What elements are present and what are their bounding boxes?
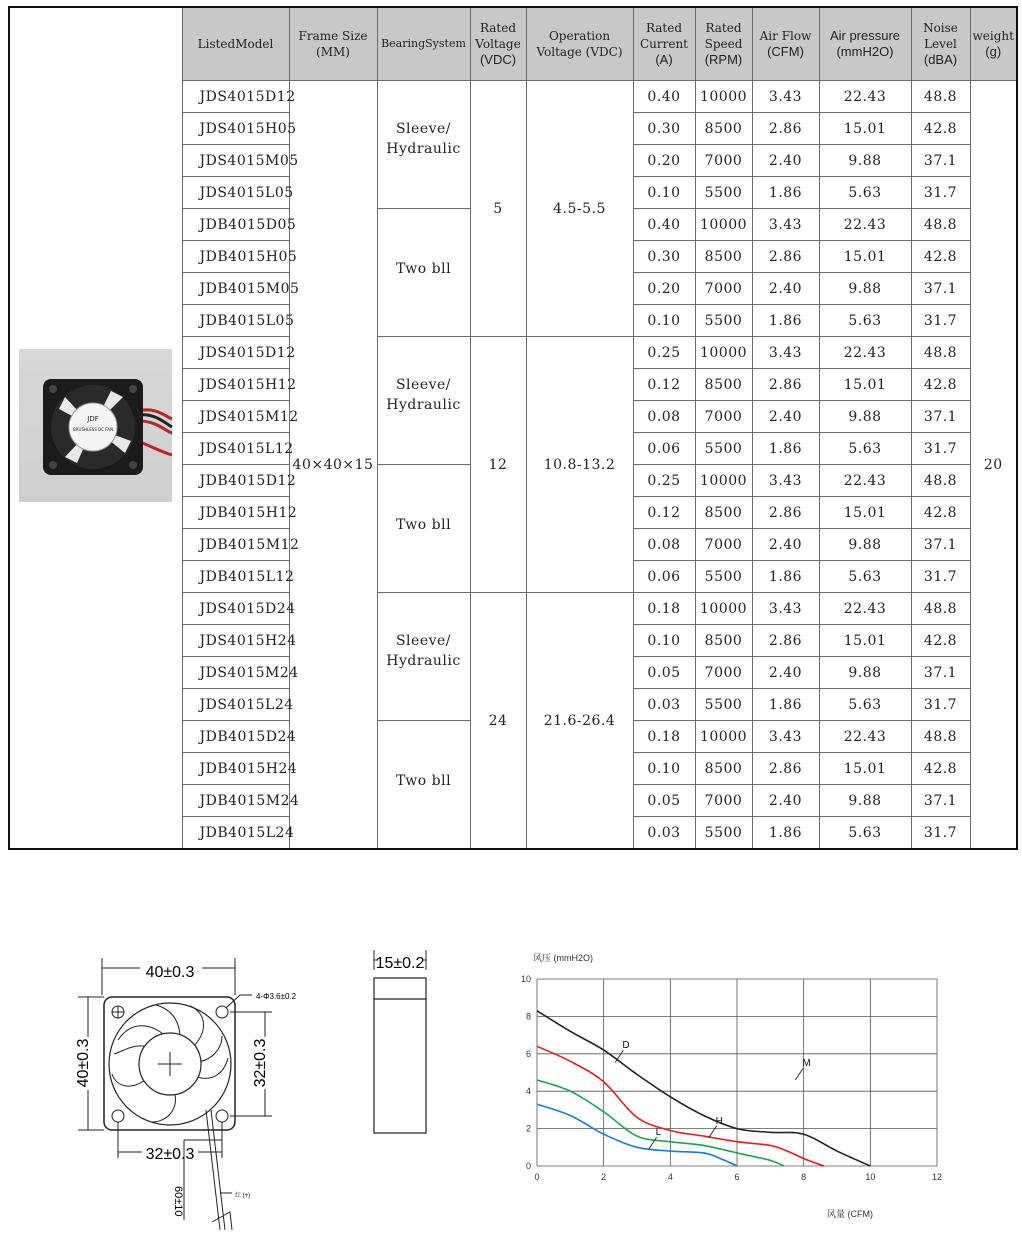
y-tick-label: 6 — [525, 1048, 531, 1059]
noise-cell: 42.8 — [911, 369, 970, 401]
flow-cell: 2.40 — [752, 401, 819, 433]
flow-cell: 1.86 — [752, 177, 819, 209]
speed-cell: 7000 — [695, 785, 752, 817]
model-cell: JDB4015D12 — [182, 465, 289, 497]
flow-cell: 2.40 — [752, 785, 819, 817]
current-cell: 0.05 — [633, 785, 695, 817]
series-line-D — [537, 1011, 870, 1166]
pressure-cell: 5.63 — [819, 689, 911, 721]
operation-voltage-cell: 10.8-13.2 — [526, 337, 633, 593]
header-noise: Noise Level (dBA) — [911, 7, 970, 81]
header-weight: weight (g) — [970, 7, 1017, 81]
flow-cell: 2.86 — [752, 625, 819, 657]
hole-spacing-vertical: 32±0.3 — [252, 1038, 269, 1088]
header-frame-size: Frame Size (MM) — [289, 7, 377, 81]
x-tick-label: 12 — [931, 1172, 943, 1182]
current-cell: 0.25 — [633, 465, 695, 497]
series-line-L — [537, 1104, 737, 1166]
pressure-cell: 9.88 — [819, 273, 911, 305]
operation-voltage-cell: 4.5-5.5 — [526, 81, 633, 337]
pressure-cell: 15.01 — [819, 625, 911, 657]
bearing-sleeve-cell — [377, 593, 470, 721]
current-cell: 0.40 — [633, 209, 695, 241]
flow-cell: 2.40 — [752, 657, 819, 689]
pq-curve-chart — [505, 945, 955, 1229]
bearing-line: Hydraulic — [386, 140, 461, 157]
model-cell: JDB4015H05 — [182, 241, 289, 273]
chart-ticks — [521, 974, 942, 1182]
current-cell: 0.25 — [633, 337, 695, 369]
y-tick-label: 0 — [525, 1161, 531, 1171]
height-dimension: 40±0.3 — [75, 1038, 92, 1088]
flow-cell: 2.40 — [752, 273, 819, 305]
header-rated-current: Rated Current (A) — [633, 7, 695, 81]
header-operation-voltage: Operation Voltage (VDC) — [526, 7, 633, 81]
model-cell: JDB4015M12 — [182, 529, 289, 561]
wire-length: 60±10 — [172, 1186, 184, 1217]
x-tick-label: 4 — [667, 1172, 673, 1182]
current-cell: 0.10 — [633, 177, 695, 209]
flow-cell: 2.86 — [752, 369, 819, 401]
model-cell: JDS4015D12 — [182, 337, 289, 369]
model-cell: JDB4015L12 — [182, 561, 289, 593]
pressure-cell: 15.01 — [819, 369, 911, 401]
hole-note: 4-Φ3.6±0.2 — [256, 992, 297, 1001]
noise-cell: 37.1 — [911, 273, 970, 305]
y-tick-label: 8 — [525, 1011, 531, 1022]
noise-cell: 42.8 — [911, 497, 970, 529]
model-cell: JDS4015H05 — [182, 113, 289, 145]
pq-curve-svg — [505, 945, 955, 1225]
pressure-cell: 9.88 — [819, 401, 911, 433]
bearing-line: Two bll — [395, 516, 452, 533]
noise-cell: 37.1 — [911, 401, 970, 433]
current-cell: 0.20 — [633, 273, 695, 305]
flow-cell: 2.40 — [752, 529, 819, 561]
header-air-flow: Air Flow (CFM) — [752, 7, 819, 81]
noise-cell: 42.8 — [911, 113, 970, 145]
wire-note: 红 (+) — [235, 1193, 251, 1199]
weight-cell: 20 — [970, 81, 1017, 850]
series-line-H — [537, 1046, 824, 1166]
noise-cell: 37.1 — [911, 145, 970, 177]
header-model: ListedModel — [182, 7, 289, 81]
series-leader — [709, 1126, 717, 1138]
x-tick-label: 8 — [801, 1172, 807, 1182]
speed-cell: 7000 — [695, 273, 752, 305]
noise-cell: 42.8 — [911, 241, 970, 273]
bearing-line: Two bll — [395, 260, 452, 277]
noise-cell: 37.1 — [911, 529, 970, 561]
noise-cell: 48.8 — [911, 593, 970, 625]
header-bearing: BearingSystem — [377, 7, 470, 81]
flow-cell: 2.86 — [752, 241, 819, 273]
speed-cell: 8500 — [695, 369, 752, 401]
model-cell: JDB4015L05 — [182, 305, 289, 337]
current-cell: 0.18 — [633, 721, 695, 753]
chart-xlabel: 风量 (CFM) — [827, 1209, 873, 1219]
bearing-sleeve-cell — [377, 81, 470, 209]
model-cell: JDS4015L24 — [182, 689, 289, 721]
bearing-line: Hydraulic — [386, 652, 461, 669]
model-cell: JDS4015D12 — [182, 81, 289, 113]
pressure-cell: 15.01 — [819, 241, 911, 273]
model-cell: JDB4015L24 — [182, 817, 289, 850]
noise-cell: 31.7 — [911, 561, 970, 593]
series-label: D — [622, 1040, 630, 1052]
noise-cell: 37.1 — [911, 785, 970, 817]
pressure-cell: 22.43 — [819, 209, 911, 241]
speed-cell: 7000 — [695, 145, 752, 177]
current-cell: 0.10 — [633, 625, 695, 657]
flow-cell: 3.43 — [752, 337, 819, 369]
series-label: L — [655, 1127, 662, 1139]
current-cell: 0.12 — [633, 369, 695, 401]
current-cell: 0.20 — [633, 145, 695, 177]
current-cell: 0.40 — [633, 81, 695, 113]
x-tick-label: 0 — [534, 1172, 540, 1182]
bearing-sleeve-cell — [377, 337, 470, 465]
series-leader — [795, 1068, 803, 1080]
model-cell: JDS4015L12 — [182, 433, 289, 465]
header-rated-speed: Rated Speed (RPM) — [695, 7, 752, 81]
speed-cell: 5500 — [695, 561, 752, 593]
current-cell: 0.12 — [633, 497, 695, 529]
speed-cell: 5500 — [695, 177, 752, 209]
noise-cell: 31.7 — [911, 817, 970, 850]
side-view-drawing — [360, 950, 440, 1144]
bearing-line: Two bll — [395, 772, 452, 789]
speed-cell: 10000 — [695, 465, 752, 497]
image-column-header — [9, 7, 182, 81]
pressure-cell: 22.43 — [819, 337, 911, 369]
pressure-cell: 22.43 — [819, 593, 911, 625]
speed-cell: 5500 — [695, 305, 752, 337]
pressure-cell: 15.01 — [819, 113, 911, 145]
fan-photo-graphic — [19, 349, 172, 502]
noise-cell: 48.8 — [911, 721, 970, 753]
rated-voltage-cell: 24 — [470, 593, 526, 850]
chart-grid — [537, 979, 937, 1166]
table-row — [9, 81, 1017, 113]
flow-cell: 1.86 — [752, 689, 819, 721]
current-cell: 0.10 — [633, 305, 695, 337]
bearing-ball-cell — [377, 721, 470, 850]
chart-series — [537, 1011, 870, 1166]
model-cell: JDS4015L05 — [182, 177, 289, 209]
speed-cell: 5500 — [695, 689, 752, 721]
noise-cell: 31.7 — [911, 305, 970, 337]
pressure-cell: 15.01 — [819, 753, 911, 785]
speed-cell: 10000 — [695, 721, 752, 753]
pressure-cell: 5.63 — [819, 305, 911, 337]
flow-cell: 2.40 — [752, 145, 819, 177]
model-cell: JDS4015D24 — [182, 593, 289, 625]
flow-cell: 1.86 — [752, 817, 819, 850]
noise-cell: 42.8 — [911, 753, 970, 785]
speed-cell: 7000 — [695, 657, 752, 689]
speed-cell: 8500 — [695, 625, 752, 657]
header-rated-voltage: Rated Voltage (VDC) — [470, 7, 526, 81]
svg-text:BRUSHLESS DC FAN: BRUSHLESS DC FAN — [73, 427, 113, 432]
model-cell: JDS4015M05 — [182, 145, 289, 177]
current-cell: 0.30 — [633, 113, 695, 145]
flow-cell: 1.86 — [752, 561, 819, 593]
bearing-line: Sleeve/ — [395, 632, 452, 649]
model-cell: JDB4015D24 — [182, 721, 289, 753]
speed-cell: 8500 — [695, 497, 752, 529]
hole-spacing-horizontal: 32±0.3 — [145, 1146, 195, 1163]
pressure-cell: 5.63 — [819, 433, 911, 465]
y-tick-label: 4 — [525, 1086, 531, 1097]
speed-cell: 8500 — [695, 753, 752, 785]
frame-size-cell: 40×40×15 — [289, 81, 377, 850]
model-cell: JDB4015M05 — [182, 273, 289, 305]
x-tick-label: 10 — [865, 1172, 876, 1182]
noise-cell: 31.7 — [911, 177, 970, 209]
speed-cell: 7000 — [695, 529, 752, 561]
pressure-cell: 15.01 — [819, 497, 911, 529]
rated-voltage-cell: 5 — [470, 81, 526, 337]
flow-cell: 3.43 — [752, 465, 819, 497]
fan-photo — [19, 349, 172, 502]
width-dimension: 40±0.3 — [145, 964, 195, 981]
flow-cell: 3.43 — [752, 209, 819, 241]
model-cell: JDB4015M24 — [182, 785, 289, 817]
y-tick-label: 10 — [520, 974, 531, 984]
pressure-cell: 5.63 — [819, 561, 911, 593]
pressure-cell: 5.63 — [819, 817, 911, 850]
speed-cell: 7000 — [695, 401, 752, 433]
speed-cell: 5500 — [695, 433, 752, 465]
pressure-cell: 9.88 — [819, 785, 911, 817]
model-cell: JDB4015D05 — [182, 209, 289, 241]
thickness-dimension: 15±0.2 — [375, 955, 425, 972]
bearing-ball-cell — [377, 209, 470, 337]
noise-cell: 48.8 — [911, 209, 970, 241]
noise-cell: 31.7 — [911, 689, 970, 721]
flow-cell: 3.43 — [752, 81, 819, 113]
model-cell: JDS4015M12 — [182, 401, 289, 433]
x-tick-label: 6 — [734, 1172, 740, 1182]
speed-cell: 10000 — [695, 337, 752, 369]
speed-cell: 8500 — [695, 241, 752, 273]
speed-cell: 10000 — [695, 81, 752, 113]
pressure-cell: 22.43 — [819, 81, 911, 113]
flow-cell: 1.86 — [752, 305, 819, 337]
pressure-cell: 22.43 — [819, 465, 911, 497]
model-cell: JDB4015H12 — [182, 497, 289, 529]
noise-cell: 48.8 — [911, 337, 970, 369]
current-cell: 0.06 — [633, 433, 695, 465]
noise-cell: 48.8 — [911, 465, 970, 497]
noise-cell: 42.8 — [911, 625, 970, 657]
current-cell: 0.05 — [633, 657, 695, 689]
current-cell: 0.03 — [633, 689, 695, 721]
series-label: M — [802, 1057, 811, 1069]
current-cell: 0.10 — [633, 753, 695, 785]
model-cell: JDB4015H24 — [182, 753, 289, 785]
flow-cell: 2.86 — [752, 753, 819, 785]
pressure-cell: 9.88 — [819, 529, 911, 561]
series-line-M — [537, 1080, 784, 1166]
header-air-pressure: Air pressure (mmH2O) — [819, 7, 911, 81]
current-cell: 0.30 — [633, 241, 695, 273]
model-cell: JDS4015H24 — [182, 625, 289, 657]
bearing-line: Sleeve/ — [395, 120, 452, 137]
current-cell: 0.06 — [633, 561, 695, 593]
flow-cell: 1.86 — [752, 433, 819, 465]
speed-cell: 10000 — [695, 209, 752, 241]
flow-cell: 3.43 — [752, 593, 819, 625]
flow-cell: 2.86 — [752, 113, 819, 145]
svg-text:JDF: JDF — [87, 415, 99, 423]
current-cell: 0.08 — [633, 401, 695, 433]
speed-cell: 5500 — [695, 817, 752, 850]
speed-cell: 8500 — [695, 113, 752, 145]
bearing-ball-cell — [377, 465, 470, 593]
current-cell: 0.03 — [633, 817, 695, 850]
flow-cell: 3.43 — [752, 721, 819, 753]
front-view-drawing — [70, 950, 310, 1234]
current-cell: 0.18 — [633, 593, 695, 625]
x-tick-label: 2 — [601, 1172, 607, 1182]
pressure-cell: 9.88 — [819, 145, 911, 177]
noise-cell: 37.1 — [911, 657, 970, 689]
pressure-cell: 22.43 — [819, 721, 911, 753]
noise-cell: 48.8 — [911, 81, 970, 113]
pressure-cell: 5.63 — [819, 177, 911, 209]
speed-cell: 10000 — [695, 593, 752, 625]
noise-cell: 31.7 — [911, 433, 970, 465]
series-label: H — [715, 1115, 723, 1127]
operation-voltage-cell: 21.6-26.4 — [526, 593, 633, 850]
pressure-cell: 9.88 — [819, 657, 911, 689]
rated-voltage-cell: 12 — [470, 337, 526, 593]
model-cell: JDS4015M24 — [182, 657, 289, 689]
bearing-line: Sleeve/ — [395, 376, 452, 393]
chart-title: 风压 (mmH2O) — [533, 953, 593, 963]
flow-cell: 2.86 — [752, 497, 819, 529]
model-cell: JDS4015H12 — [182, 369, 289, 401]
y-tick-label: 2 — [525, 1123, 531, 1134]
bearing-line: Hydraulic — [386, 396, 461, 413]
current-cell: 0.08 — [633, 529, 695, 561]
